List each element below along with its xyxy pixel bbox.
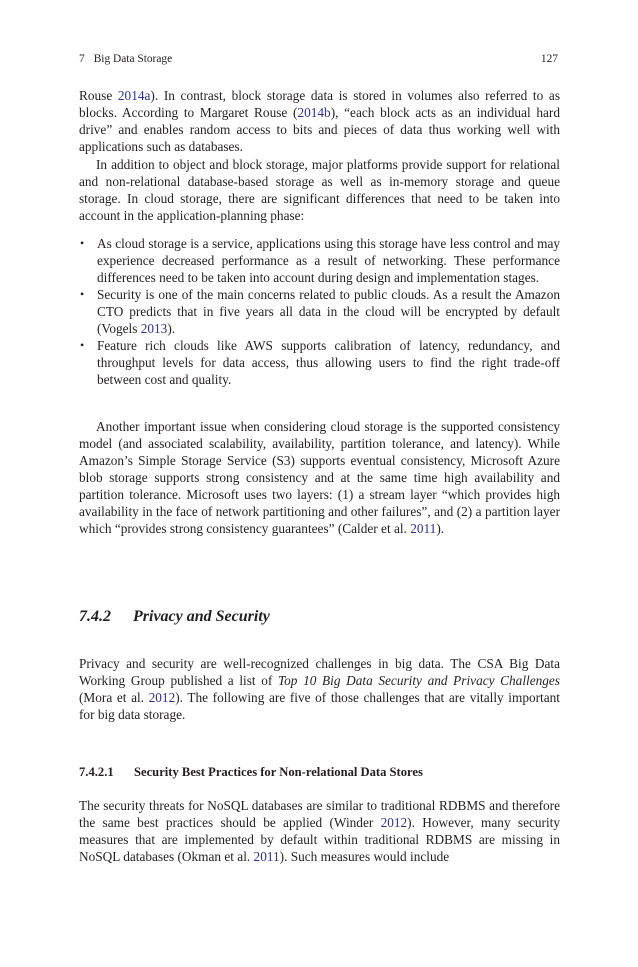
- subsection-heading: [79, 764, 423, 780]
- section-heading: [79, 607, 270, 627]
- bullet-text: Feature rich clouds like AWS supports calibration of latency, redundancy, and throughput levels for data access, thus allowing users to find the right trade-off between cost and quality.: [97, 338, 560, 387]
- text-run: Another important issue when considering cloud storage is the supported consistency model (and associated scalability, availability, partition tolerance, and latency). While Amazon’s Simple Storage Service (S3) supports eventual consistency, Microsoft Azure blob storage supports strong consistency and at the same time high availability and partition tolerance. Microsoft uses two layers: (1) a stream layer “which provides high availability in the face of network partitioning and other failures”, and (2) a partition layer which “provides strong consistency guarantees” (Calder et al.: [79, 419, 560, 536]
- paragraph-cloud-storage-intro: In addition to object and block storage, major platforms provide support for relational and non-relational database-based storage as well as in-memory storage and queue storage. In cloud storage, there are significant differences that need to be taken into account in the application-planning phase:: [79, 157, 560, 223]
- text-run: ). The following are five of those challenges that are vitally important for big data storage.: [79, 690, 560, 722]
- citation-link-okman-2011[interactable]: 2011: [253, 849, 280, 864]
- bullet-text: ).: [167, 321, 176, 336]
- bullet-dot: •: [80, 236, 85, 250]
- chapter-number: 7: [79, 53, 85, 65]
- subsection-title: Security Best Practices for Non-relational Data Stores: [134, 765, 423, 779]
- section-number: 7.4.2: [79, 608, 111, 625]
- citation-link-rouse-2014a[interactable]: 2014a: [117, 88, 151, 103]
- chapter-label: [79, 52, 172, 66]
- bullet-item-security: [79, 286, 560, 337]
- text-run: ). Such measures would include: [279, 849, 450, 864]
- text-run: ). In contrast, block storage data is stored in volumes also referred to as blocks. According to Margaret Rouse (: [79, 88, 560, 120]
- bullet-dot: •: [80, 338, 85, 352]
- citation-link-winder-2012[interactable]: 2012: [380, 815, 408, 830]
- section-title: Privacy and Security: [133, 608, 270, 625]
- citation-link-mora-2012[interactable]: 2012: [148, 690, 176, 705]
- text-run: (Mora et al.: [79, 690, 149, 705]
- text-run: Rouse: [79, 88, 118, 103]
- bullet-item-performance: [79, 235, 560, 286]
- text-run: ). However, many security measures that are implemented by default within traditional RDBMS are missing in NoSQL databases (Okman et al.: [79, 815, 560, 864]
- citation-link-calder-2011[interactable]: 2011: [410, 521, 437, 536]
- text-run: ).: [436, 521, 445, 536]
- paragraph-consistency-model: [79, 418, 560, 537]
- subsection-number: 7.4.2.1: [79, 765, 114, 779]
- running-header: [79, 52, 560, 66]
- bullet-list: [79, 235, 560, 388]
- paragraph-nosql-security: [79, 797, 560, 865]
- paragraph-block-storage: [79, 87, 560, 155]
- text-run: The security threats for NoSQL databases are similar to traditional RDBMS and therefore the same best practices should be applied (Winder: [79, 798, 560, 830]
- citation-link-rouse-2014b[interactable]: 2014b: [297, 105, 331, 120]
- bullet-item-feature-rich: [79, 337, 560, 388]
- bullet-dot: •: [80, 287, 85, 301]
- bullet-text: Security is one of the main concerns related to public clouds. As a result the Amazon CTO predicts that in five years all data in the cloud will be encrypted by default (Vogels: [97, 287, 560, 336]
- italic-title: Top 10 Big Data Security and Privacy Challenges: [277, 673, 560, 688]
- text-run: Privacy and security are well-recognized challenges in big data. The CSA Big Data Working Group published a list of: [79, 656, 560, 688]
- page-number: 127: [540, 53, 558, 65]
- text-run: ), “each block acts as an individual hard drive” and enables random access to bits and pieces of data thus working well with applications such as databases.: [79, 105, 560, 154]
- bullet-text: As cloud storage is a service, applications using this storage have less control and may experience decreased performance as a result of networking. These performance differences need to be taken into account during design and implementation stages.: [97, 236, 560, 285]
- paragraph-privacy-security: [79, 655, 560, 723]
- citation-link-vogels-2013[interactable]: 2013: [140, 321, 168, 336]
- chapter-title: Big Data Storage: [93, 53, 173, 65]
